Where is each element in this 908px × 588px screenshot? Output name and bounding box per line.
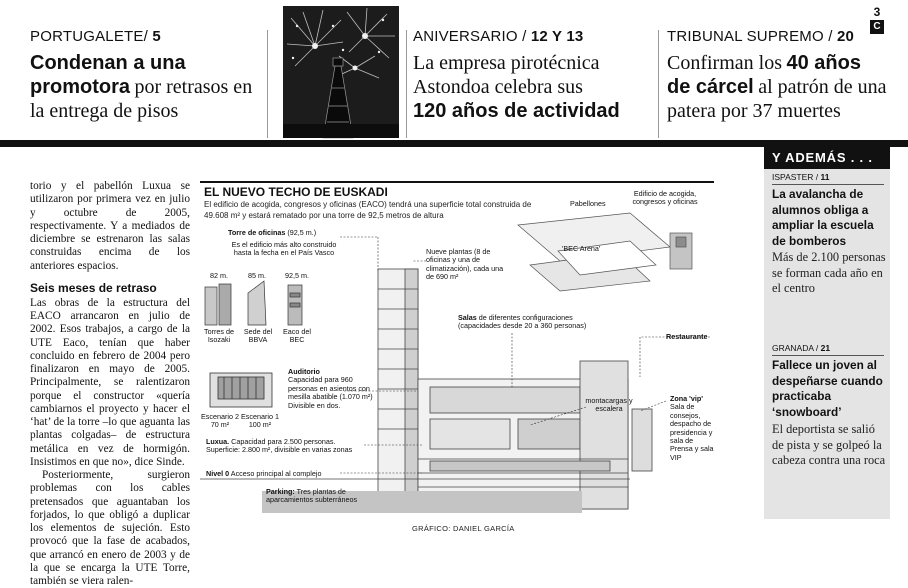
section-rule <box>0 140 908 147</box>
graphic-intro: El edificio de acogida, congresos y oficinas (EACO) tendrá una superficie total construida de 49.608 m² y estará rematado por una torre de 92,5 metros de altura <box>204 200 532 220</box>
sidebar-item-body: Más de 2.100 personas se forman cada año en el centro <box>772 250 886 296</box>
label-luxua: Luxua. Capacidad para 2.500 personas. Superficie: 2.800 m², divisible en varias zonas <box>206 437 353 455</box>
graphic-credit: GRÁFICO: DANIEL GARCÍA <box>412 524 515 533</box>
sidebar-header: Y ADEMÁS . . . <box>764 147 890 169</box>
label-parking: Parking: Tres plantas de aparcamientos subterráneos <box>266 487 358 505</box>
label-torre-note: Es el edificio más alto construido hasta la fecha en el País Vasco <box>231 240 337 258</box>
teaser-title-bold: 120 años de actividad <box>413 100 620 122</box>
label-montacargas: montacargas y escalera <box>585 396 633 414</box>
label-bec-arena: 'BEC Arena' <box>562 244 601 253</box>
label-height: 85 m. <box>248 271 266 280</box>
teaser-section: TRIBUNAL SUPREMO / 20 <box>667 28 855 45</box>
teaser-title-line: Confirman los <box>667 52 782 74</box>
page-badge <box>870 6 884 34</box>
sidebar-y-ademas <box>764 147 890 519</box>
teaser-title-bold: Condenan a una promotora <box>30 52 186 98</box>
label-vip: Zona 'vip' Sala de consejos, despacho de presidencia y sala de Prensa y sala VIP <box>670 394 714 462</box>
teaser-aniversario[interactable] <box>413 28 653 123</box>
fireworks-photo <box>283 6 399 138</box>
article-subhead: Seis meses de retraso <box>30 280 157 295</box>
label-restaurante: Restaurante <box>666 332 708 341</box>
sidebar-section: GRANADA / 21 <box>772 343 831 353</box>
teaser-title-line: patera por 37 muertes <box>667 100 841 122</box>
teaser-title-line: al patrón de una <box>758 76 887 98</box>
divider <box>406 30 407 138</box>
article-paragraph: torio y el pabellón Luxua se utilizaron por primera vez en julio y octubre de 2005, respectivamente. Y a mediados de diciembre se estrenaron las salas construidas encima de los anteriores espacios. <box>30 180 190 272</box>
teaser-portugalete[interactable] <box>30 28 260 123</box>
label-pabellones: Pabellones <box>570 199 606 208</box>
label-building: Sede del BBVA <box>243 327 273 345</box>
sidebar-item-title[interactable]: Fallece un joven al despeñarse cuando practicaba ‘snowboard’ <box>772 358 883 419</box>
sidebar-item-title[interactable]: La avalancha de alumnos obliga a ampliar la escuela de bomberos <box>772 187 874 248</box>
label-height: 92,5 m. <box>285 271 309 280</box>
teaser-title-line: La empresa pirotécnica <box>413 52 600 74</box>
teaser-title-bold: 40 años <box>786 52 861 74</box>
teaser-title: por retrasos en la entrega de pisos <box>30 76 253 122</box>
graphic-title: EL NUEVO TECHO DE EUSKADI <box>204 185 388 199</box>
label-escenario-2: Escenario 2 70 m² <box>201 412 239 430</box>
teaser-tribunal[interactable] <box>667 28 892 123</box>
section-letter: C <box>870 20 884 34</box>
divider <box>658 30 659 138</box>
label-building: Torres de Isozaki <box>204 327 234 345</box>
label-escenario-1: Escenario 1 100 m² <box>241 412 279 430</box>
label-plantas: Nueve plantas (8 de oficinas y una de climatización), cada una de 690 m² <box>426 247 504 282</box>
label-torre: Torre de oficinas (92,5 m.) <box>228 228 317 237</box>
article-paragraph: Posteriormente, surgieron problemas con los cables pretensados que aguantaban los forjados, lo que obligó a duplicar los elementos de sujeción. Esto provocó que la fase de acabados, que arrancó en enero de 2003 y de la que se encarga la UTE Torre, también se viera ralen- <box>30 469 190 587</box>
label-edificio: Edificio de acogida, congresos y oficinas <box>632 189 698 207</box>
label-height: 82 m. <box>210 271 228 280</box>
sidebar-rule <box>772 355 884 356</box>
sidebar-rule <box>772 184 884 185</box>
divider <box>267 30 268 138</box>
label-building: Eaco del BEC <box>283 327 311 345</box>
label-salas: Salas de diferentes configuraciones (capacidades desde 20 a 360 personas) <box>458 313 587 331</box>
teaser-title-bold: de cárcel <box>667 76 754 98</box>
article-body <box>30 180 190 588</box>
sidebar-item-body: El deportista se salió de pista y se golpeó la cabeza contra una roca <box>772 422 886 468</box>
page-number: 3 <box>873 5 881 19</box>
teaser-section: PORTUGALETE/ 5 <box>30 28 161 45</box>
label-nivel-0: Nivel 0 Acceso principal al complejo <box>206 469 322 478</box>
sidebar-section: ISPASTER / 11 <box>772 172 830 182</box>
label-auditorio: Auditorio Capacidad para 960 personas en asientos con mesilla abatible (1.070 m²) Divisible en dos. <box>288 367 373 410</box>
article-paragraph: Las obras de la estructura del EACO arrancaron en julio de 2002. Esos trabajos, a cargo de la UTE Eaco, tenían que haber concluido en febrero de 2004 pero finalizaron en mayo de 2005. Principalmente, se ralentizaron porque el constructor «quería cambiarnos el proyecto y hacer el ‘hat’ de la torre –lo que aguanta las plantas colgadas– de estructura metálica en vez de hormigón. Insistimos en que no», dice Sinde. <box>30 296 190 468</box>
teaser-title-line: Astondoa celebra sus <box>413 76 583 98</box>
infographic <box>200 181 714 521</box>
teaser-section: ANIVERSARIO / 12 Y 13 <box>413 28 584 45</box>
